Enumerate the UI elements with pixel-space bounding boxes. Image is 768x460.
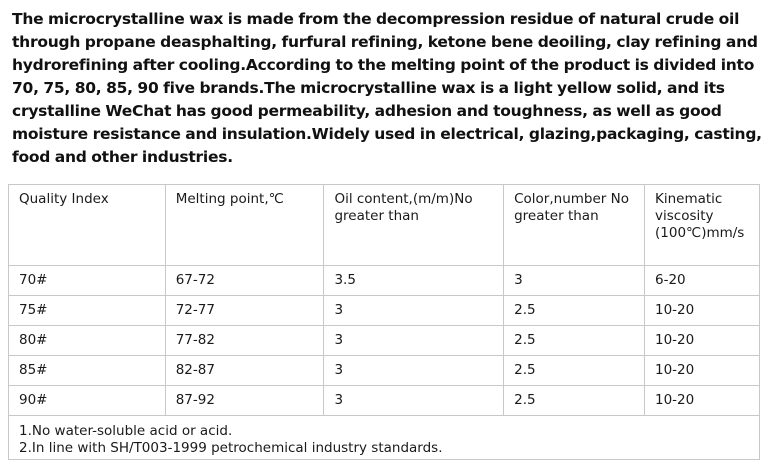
cell-oil-content: 3 xyxy=(324,296,504,326)
cell-color-number: 2.5 xyxy=(504,386,645,416)
cell-viscosity: 10-20 xyxy=(645,386,760,416)
cell-grade: 75# xyxy=(9,296,166,326)
cell-oil-content: 3 xyxy=(324,356,504,386)
header-oil-content: Oil content,(m/m)No greater than xyxy=(324,185,504,266)
cell-oil-content: 3 xyxy=(324,326,504,356)
table-row xyxy=(9,296,760,326)
specification-table xyxy=(8,184,760,460)
table-row xyxy=(9,386,760,416)
table-row xyxy=(9,356,760,386)
cell-grade: 80# xyxy=(9,326,166,356)
note-item: 1.No water-soluble acid or acid. xyxy=(19,423,233,439)
table-header-row xyxy=(9,185,760,266)
cell-melting-point: 87-92 xyxy=(165,386,324,416)
cell-melting-point: 72-77 xyxy=(165,296,324,326)
cell-melting-point: 67-72 xyxy=(165,266,324,296)
cell-grade: 90# xyxy=(9,386,166,416)
header-color-number: Color,number No greater than xyxy=(504,185,645,266)
cell-color-number: 2.5 xyxy=(504,296,645,326)
notes-cell xyxy=(9,416,760,460)
header-quality-index: Quality Index xyxy=(9,185,166,266)
table-notes-row xyxy=(9,416,760,460)
cell-viscosity: 10-20 xyxy=(645,326,760,356)
cell-grade: 85# xyxy=(9,356,166,386)
intro-paragraph: The microcrystalline wax is made from the decompression residue of natural crude oil through propane deasphalting, furfural refining, ketone bene deoiling, clay refining and hydrorefining after cooling.According to the melting point of the product is divided into 70, 75, 80, 85, 90 five brands.The microcrystalline wax is a light yellow solid, and its crystalline WeChat has good permeability, adhesion and toughness, as well as good moisture resistance and insulation.Widely used in electrical, glazing,packaging, casting, food and other industries. xyxy=(12,10,762,166)
cell-oil-content: 3 xyxy=(324,386,504,416)
cell-color-number: 2.5 xyxy=(504,356,645,386)
cell-grade: 70# xyxy=(9,266,166,296)
cell-viscosity: 10-20 xyxy=(645,296,760,326)
note-item: 2.In line with SH/T003-1999 petrochemical industry standards. xyxy=(19,440,443,456)
cell-oil-content: 3.5 xyxy=(324,266,504,296)
table-row xyxy=(9,326,760,356)
table-row xyxy=(9,266,760,296)
header-kinematic-viscosity: Kinematic viscosity (100℃)mm/s xyxy=(645,185,760,266)
cell-melting-point: 82-87 xyxy=(165,356,324,386)
cell-viscosity: 10-20 xyxy=(645,356,760,386)
header-melting-point: Melting point,℃ xyxy=(165,185,324,266)
cell-color-number: 2.5 xyxy=(504,326,645,356)
cell-viscosity: 6-20 xyxy=(645,266,760,296)
cell-melting-point: 77-82 xyxy=(165,326,324,356)
cell-color-number: 3 xyxy=(504,266,645,296)
